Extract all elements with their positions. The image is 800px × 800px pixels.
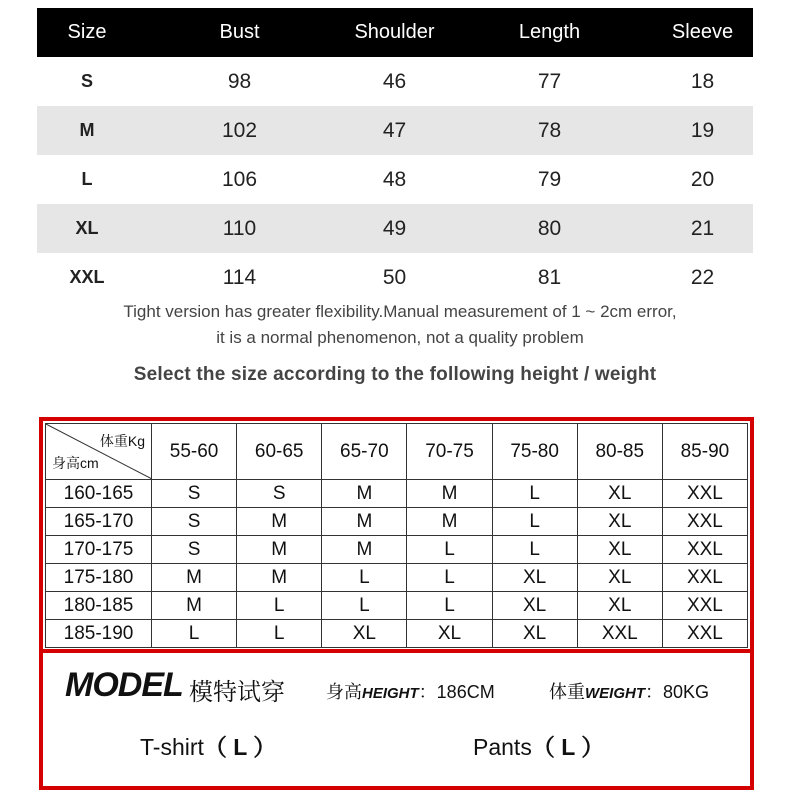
weight-range-header: 85-90 <box>662 424 747 480</box>
size-cell: S <box>152 480 237 508</box>
size-cell: L <box>492 536 577 564</box>
size-cell: XL <box>492 592 577 620</box>
recommendation-frame <box>39 417 754 790</box>
size-cell: L <box>407 564 492 592</box>
pants-size <box>473 729 604 762</box>
size-cell: XL <box>492 564 577 592</box>
model-wear-row <box>43 729 750 765</box>
table-row <box>46 508 748 536</box>
select-size-heading: Select the size according to the following height / weight <box>133 364 657 385</box>
sleeve-cell: 18 <box>690 69 715 93</box>
size-cell: XL <box>577 564 662 592</box>
header-shoulder: Shoulder <box>342 8 447 57</box>
tshirt-size <box>140 729 276 762</box>
table-row <box>37 155 753 204</box>
size-cell: XL <box>407 620 492 648</box>
tshirt-label: T-shirt <box>140 734 204 760</box>
height-range-cell: 185-190 <box>46 620 152 648</box>
weight-range-header: 65-70 <box>322 424 407 480</box>
corner-height-label: 身高cm <box>52 455 99 471</box>
length-cell: 81 <box>537 265 562 289</box>
corner-cell <box>46 424 152 480</box>
weight-range-header: 55-60 <box>152 424 237 480</box>
size-cell: XL <box>492 620 577 648</box>
size-cell: XXL <box>69 267 105 287</box>
corner-weight-label: 体重Kg <box>99 433 145 449</box>
weight-range-header: 75-80 <box>492 424 577 480</box>
size-cell: L <box>407 592 492 620</box>
size-cell: M <box>152 564 237 592</box>
size-cell: L <box>237 620 322 648</box>
size-cell: M <box>237 564 322 592</box>
size-chart-header-row <box>37 8 753 57</box>
sleeve-cell: 21 <box>652 204 753 253</box>
size-cell: XXL <box>577 620 662 648</box>
shoulder-cell: 50 <box>382 265 407 289</box>
size-cell: XL <box>577 508 662 536</box>
sleeve-cell: 22 <box>690 265 715 289</box>
header-bust: Bust <box>137 8 342 57</box>
measurement-note-line2: it is a normal phenomenon, not a quality problem <box>216 328 584 347</box>
size-cell: L <box>152 620 237 648</box>
height-range-cell: 160-165 <box>46 480 152 508</box>
model-weight <box>549 678 709 704</box>
height-range-cell: 165-170 <box>46 508 152 536</box>
size-cell: L <box>237 592 322 620</box>
size-cell: M <box>322 480 407 508</box>
model-title: MODEL <box>65 666 183 704</box>
size-cell: M <box>407 480 492 508</box>
size-cell: L <box>81 169 93 189</box>
table-row <box>37 106 753 155</box>
sleeve-cell: 19 <box>652 106 753 155</box>
table-row <box>46 536 748 564</box>
bust-cell: 98 <box>227 69 252 93</box>
weight-label-cn: 体重 <box>549 682 585 702</box>
size-cell: L <box>492 480 577 508</box>
weight-value: ：80KG <box>645 682 710 702</box>
bust-cell: 102 <box>137 106 342 155</box>
header-sleeve: Sleeve <box>652 8 753 57</box>
bust-cell: 114 <box>222 265 257 289</box>
header-length: Length <box>447 8 652 57</box>
size-cell: M <box>407 508 492 536</box>
sleeve-cell: 20 <box>690 167 715 191</box>
shoulder-cell: 48 <box>382 167 407 191</box>
size-cell: XXL <box>662 592 747 620</box>
size-cell: M <box>322 536 407 564</box>
bust-cell: 106 <box>221 167 258 191</box>
tshirt-size-value: （ L ） <box>203 734 277 760</box>
weight-range-header: 70-75 <box>407 424 492 480</box>
size-cell: XL <box>37 204 137 253</box>
red-divider <box>43 649 750 653</box>
size-cell: XL <box>577 480 662 508</box>
weight-range-header: 60-65 <box>237 424 322 480</box>
model-title-cn: 模特试穿 <box>189 679 285 706</box>
weight-range-header: 80-85 <box>577 424 662 480</box>
bust-cell: 110 <box>137 204 342 253</box>
size-cell: S <box>237 480 322 508</box>
table-row <box>46 564 748 592</box>
height-value: ：186CM <box>418 682 495 702</box>
model-height <box>326 678 495 704</box>
hw-header-row <box>46 424 748 480</box>
length-cell: 78 <box>447 106 652 155</box>
size-cell: XL <box>577 536 662 564</box>
pants-size-value: （ L ） <box>531 734 605 760</box>
size-cell: L <box>492 508 577 536</box>
shoulder-cell: 47 <box>342 106 447 155</box>
size-cell: L <box>322 592 407 620</box>
shoulder-cell: 49 <box>342 204 447 253</box>
height-label-en: HEIGHT <box>362 685 419 702</box>
pants-label: Pants <box>473 734 532 760</box>
size-cell: S <box>80 71 93 91</box>
size-cell: M <box>237 536 322 564</box>
size-cell: L <box>407 536 492 564</box>
weight-label-en: WEIGHT <box>585 685 645 702</box>
table-row <box>46 480 748 508</box>
size-cell: XXL <box>662 480 747 508</box>
size-cell: S <box>152 536 237 564</box>
height-range-cell: 170-175 <box>46 536 152 564</box>
shoulder-cell: 46 <box>382 69 407 93</box>
size-cell: M <box>37 106 137 155</box>
height-weight-table <box>45 423 748 648</box>
table-row <box>37 57 753 106</box>
table-row <box>46 592 748 620</box>
length-cell: 80 <box>447 204 652 253</box>
length-cell: 79 <box>537 167 562 191</box>
size-cell: XXL <box>662 620 747 648</box>
size-cell: M <box>237 508 322 536</box>
table-row <box>37 253 753 302</box>
size-cell: XXL <box>662 536 747 564</box>
size-cell: M <box>152 592 237 620</box>
size-cell: XXL <box>662 564 747 592</box>
header-size: Size <box>37 8 137 57</box>
table-row <box>46 620 748 648</box>
size-cell: L <box>322 564 407 592</box>
measurement-note-line1: Tight version has greater flexibility.Manual measurement of 1 ~ 2cm error, <box>123 302 677 321</box>
size-cell: M <box>322 508 407 536</box>
length-cell: 77 <box>537 69 562 93</box>
size-chart-table <box>37 8 753 302</box>
size-cell: S <box>152 508 237 536</box>
height-label-cn: 身高 <box>326 682 362 702</box>
height-range-cell: 180-185 <box>46 592 152 620</box>
size-cell: XL <box>322 620 407 648</box>
table-row <box>37 204 753 253</box>
size-cell: XXL <box>662 508 747 536</box>
size-cell: XL <box>577 592 662 620</box>
height-range-cell: 175-180 <box>46 564 152 592</box>
model-info-row <box>43 666 750 710</box>
